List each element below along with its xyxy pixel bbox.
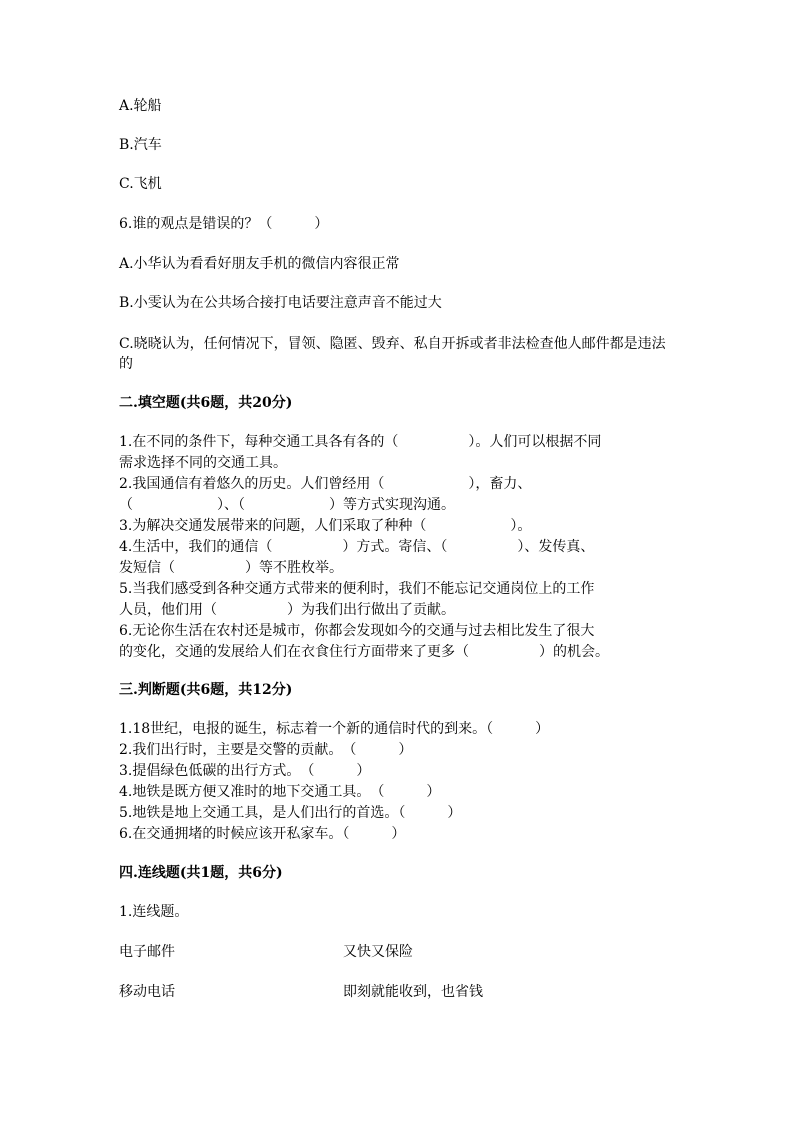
q5-option-b: B.汽车 [119,137,162,153]
match-left-item: 移动电话 [119,984,175,1000]
fill-line: （ ）、（ ）等方式实现沟通。 [119,497,455,513]
q6-option-c: C.晓晓认为，任何情况下，冒领、隐匿、毁弃、私自开拆或者非法检查他人邮件都是违法的 [119,336,666,372]
section4-title: 四.连线题(共1题，共6分) [119,865,283,881]
section2-title: 二.填空题(共6题，共20分) [119,395,293,411]
fill-line: 人员，他们用（ ）为我们出行做出了贡献。 [119,602,455,618]
fill-line: 的变化，交通的发展给人们在衣食住行方面带来了更多（ ）的机会。 [119,644,609,660]
q5-option-a: A.轮船 [119,98,162,114]
fill-line: 5.当我们感受到各种交通方式带来的便利时，我们不能忘记交通岗位上的工作 [119,581,595,597]
fill-line: 3.为解决交通发展带来的问题，人们采取了种种（ ）。 [119,518,532,534]
fill-line: 发短信（ ）等不胜枚举。 [119,560,343,576]
q6-option-a: A.小华认为看看好朋友手机的微信内容很正常 [119,256,400,272]
fill-line: 2.我国通信有着悠久的历史。人们曾经用（ ），畜力、 [119,476,532,492]
judge-line: 1.18世纪，电报的诞生，标志着一个新的通信时代的到来。（ ） [119,721,550,737]
fill-line: 6.无论你生活在农村还是城市，你都会发现如今的交通与过去相比发生了很大 [119,623,595,639]
q5-option-c: C.飞机 [119,176,162,192]
judge-line: 2.我们出行时，主要是交警的贡献。 （ ） [119,742,413,758]
fill-line: 4.生活中，我们的通信（ ）方式。寄信、（ ）、发传真、 [119,539,595,555]
q6-stem: 6.谁的观点是错误的？（ ） [119,216,329,232]
fill-line: 需求选择不同的交通工具。 [119,455,287,471]
fill-line: 1.在不同的条件下，每种交通工具各有各的（ ）。人们可以根据不同 [119,434,602,450]
match-right-item: 又快又保险 [343,944,413,960]
judge-line: 3.提倡绿色低碳的出行方式。 （ ） [119,763,371,779]
section4-stem: 1.连线题。 [119,904,189,920]
match-left-item: 电子邮件 [119,944,175,960]
section3-title: 三.判断题(共6题，共12分) [119,682,293,698]
q6-option-b: B.小雯认为在公共场合接打电话要注意声音不能过大 [119,295,442,311]
match-right-item: 即刻就能收到，也省钱 [343,984,483,1000]
judge-line: 6.在交通拥堵的时候应该开私家车。（ ） [119,826,406,842]
judge-line: 5.地铁是地上交通工具，是人们出行的首选。（ ） [119,805,462,821]
judge-line: 4.地铁是既方便又准时的地下交通工具。 （ ） [119,784,441,800]
